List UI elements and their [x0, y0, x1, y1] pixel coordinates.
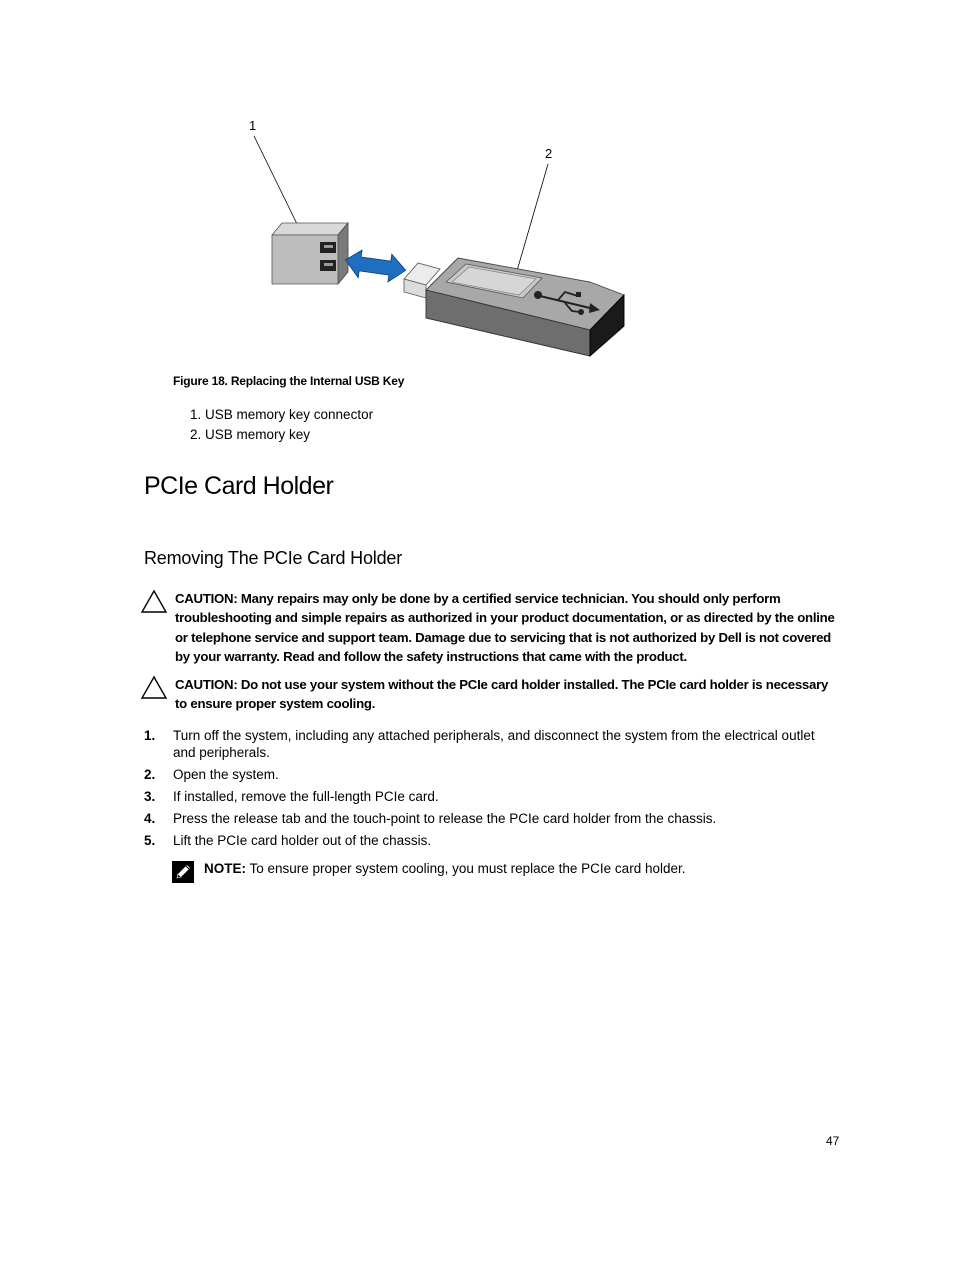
note-pencil-icon: [172, 861, 194, 883]
usb-connector: [272, 223, 348, 284]
usb-memory-key: [404, 258, 624, 356]
step-item: [144, 727, 834, 761]
step-number: 1.: [144, 728, 156, 743]
step-item: [144, 788, 834, 805]
step-text: Press the release tab and the touch-point to release the PCIe card holder from the chassis.: [173, 811, 717, 826]
step-text: If installed, remove the full-length PCIe card.: [173, 789, 439, 804]
figure-caption: Figure 18. Replacing the Internal USB Key: [173, 374, 405, 388]
caution-triangle-icon: [140, 589, 168, 615]
figure-legend: [190, 405, 373, 445]
subsection-title: Removing The PCIe Card Holder: [144, 548, 402, 568]
step-text: Lift the PCIe card holder out of the chassis.: [173, 833, 432, 848]
caution-triangle-icon: [140, 675, 168, 701]
caution-text: CAUTION: Do not use your system without the PCIe card holder installed. The PCIe card holder is necessary to ensure proper system cooling.: [175, 677, 829, 712]
step-item: [144, 766, 834, 783]
step-item: [144, 810, 834, 827]
legend-item: 2. USB memory key: [190, 427, 311, 442]
note-text: To ensure proper system cooling, you must replace the PCIe card holder.: [246, 861, 686, 876]
page-number: 47: [826, 1134, 840, 1148]
step-number: 5.: [144, 833, 156, 848]
step-number: 2.: [144, 767, 156, 782]
legend-item: 1. USB memory key connector: [190, 407, 374, 422]
step-text: Turn off the system, including any attached peripherals, and disconnect the system from the electrical outlet and peripherals.: [173, 728, 815, 760]
caution-text: CAUTION: Many repairs may only be done by a certified service technician. You should only perform troubleshooting and simple repairs as authorized in your product documentation, or as directed by the online or telephone service and support team. Damage due to servicing that is not authorized by Dell is not covered by your warranty. Read and follow the safety instructions that came with the product.: [175, 591, 835, 665]
procedure-steps: [144, 727, 834, 854]
usb-key-illustration: [240, 112, 640, 362]
leader-line-1: [254, 136, 298, 226]
step-number: 4.: [144, 811, 156, 826]
usb-key-figure: [240, 112, 640, 362]
step-text: Open the system.: [173, 767, 279, 782]
step-item: [144, 832, 834, 849]
callout-1: 1: [249, 118, 257, 133]
section-title: PCIe Card Holder: [144, 472, 334, 500]
insert-direction-arrow: [343, 248, 407, 284]
step-number: 3.: [144, 789, 156, 804]
note-label: NOTE:: [204, 861, 246, 876]
callout-2: 2: [545, 146, 553, 161]
